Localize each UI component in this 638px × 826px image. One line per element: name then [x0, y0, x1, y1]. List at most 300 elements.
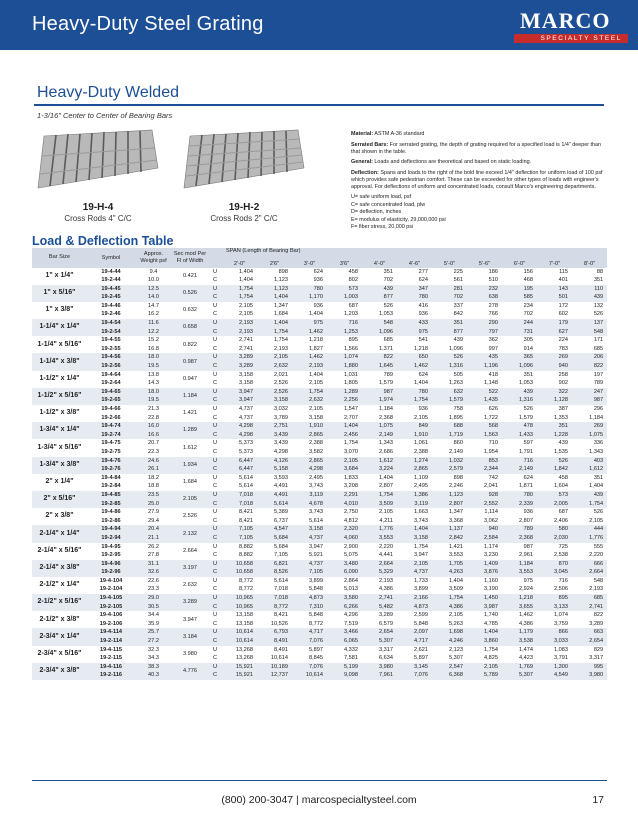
load-value-cell: 5,307	[449, 655, 463, 662]
load-value-cell: 1,910	[292, 422, 327, 431]
load-value-cell: 780	[397, 293, 432, 302]
load-value-cell: 2,495	[309, 474, 323, 481]
load-value-cell: 13,158	[235, 612, 253, 619]
table-row	[32, 560, 607, 569]
table-row	[32, 336, 607, 345]
load-value-cell: 115	[559, 268, 568, 275]
load-value-cell: 5,614	[274, 577, 288, 584]
load-value-cell: 1,791	[519, 448, 533, 455]
specification-notes	[351, 131, 606, 232]
load-value-cell: 2,538	[554, 552, 568, 559]
table-row	[32, 439, 607, 448]
table-row	[32, 396, 607, 405]
load-value-cell: 1,754	[222, 293, 257, 302]
load-value-cell: 2,552	[467, 500, 502, 509]
table-row	[32, 525, 607, 534]
load-value-cell: 898	[278, 268, 288, 275]
bar-size-cell: 1-1/4" x 3/8"	[32, 353, 87, 370]
bar-size-cell: 1-1/4" x 5/16"	[37, 340, 82, 348]
load-value-cell: 416	[418, 302, 428, 309]
load-value-cell: 197	[593, 371, 604, 378]
grating-label-19-h-4: 19-H-4	[82, 202, 114, 213]
serrated-note-label: Serrated Bars:	[351, 141, 389, 148]
load-value-cell: 1,754	[292, 388, 327, 397]
load-value-cell: 2,741	[362, 594, 397, 603]
legend-line: D= deflection, inches	[351, 209, 402, 216]
load-value-cell: 638	[467, 293, 502, 302]
load-value-cell: 2,741	[572, 603, 607, 612]
load-value-cell: 870	[537, 560, 572, 569]
load-value-cell: 8,421	[274, 612, 288, 619]
load-value-cell: 936	[418, 406, 428, 412]
weight-cell: 23.5	[135, 491, 172, 500]
load-value-cell: 7,018	[222, 491, 257, 500]
load-value-cell: 4,549	[537, 671, 572, 680]
weight-cell: 16.6	[135, 431, 172, 440]
section-modulus-cell: 0.987	[172, 353, 208, 370]
weight-cell: 35.9	[148, 620, 159, 627]
span-header: 4'-0"	[362, 261, 397, 268]
bar-size-cell: 2-1/4" x 1/4"	[32, 525, 87, 542]
symbol-cell: 19-2-114	[87, 637, 135, 646]
load-value-cell: 6,447	[222, 465, 257, 474]
load-value-cell: 2,339	[502, 500, 537, 509]
legend-line: F= fiber stress, 20,000 psi	[351, 224, 414, 231]
section-modulus-cell: 0.658	[172, 319, 208, 336]
load-value-cell: 7,076	[292, 637, 327, 646]
table-row	[32, 414, 607, 423]
symbol-cell: 19-4-64	[101, 371, 121, 378]
table-row	[32, 611, 607, 620]
load-value-cell: 1,409	[467, 560, 502, 569]
load-value-cell: 2,220	[379, 543, 393, 550]
load-value-cell: 3,466	[327, 628, 362, 637]
load-value-cell: 936	[523, 509, 533, 516]
load-value-cell: 1,827	[309, 345, 323, 352]
load-value-cell: 940	[467, 525, 502, 534]
load-type-cell: U	[212, 474, 218, 481]
load-value-cell: 1,833	[344, 474, 358, 481]
load-value-cell: 2,807	[379, 483, 393, 490]
load-type-cell: U	[208, 353, 222, 362]
load-value-cell: 401	[558, 277, 568, 284]
symbol-cell: 19-4-104	[99, 577, 123, 584]
table-row	[32, 543, 607, 552]
load-value-cell: 1,612	[572, 465, 607, 474]
load-value-cell: 3,789	[274, 414, 288, 421]
load-value-cell: 2,246	[449, 483, 463, 490]
load-value-cell: 2,149	[449, 448, 463, 455]
load-value-cell: 2,388	[414, 448, 428, 455]
load-value-cell: 4,298	[222, 431, 257, 440]
load-value-cell: 1,404	[467, 628, 502, 637]
table-row	[32, 405, 607, 414]
weight-cell: 29.4	[148, 517, 159, 524]
load-value-cell: 1,061	[414, 440, 428, 447]
load-value-cell: 5,848	[414, 620, 428, 627]
symbol-cell: 19-2-105	[87, 603, 135, 612]
load-value-cell: 3,743	[309, 483, 323, 490]
load-value-cell: 439	[502, 388, 537, 397]
load-value-cell: 1,871	[519, 483, 533, 490]
section-modulus-cell: 1.421	[183, 410, 197, 417]
load-value-cell: 5,389	[274, 509, 288, 516]
load-value-cell: 573	[537, 491, 572, 500]
load-value-cell: 687	[558, 509, 568, 516]
legend-line: U= safe uniform load, psf	[351, 194, 412, 201]
load-value-cell: 802	[348, 277, 358, 284]
load-value-cell: 780	[292, 285, 327, 294]
load-value-cell: 1,404	[257, 293, 292, 302]
symbol-cell: 19-4-54	[87, 319, 135, 328]
header-section-modulus: Sec mod Per Fl of Width	[172, 248, 208, 268]
load-value-cell: 2,105	[449, 612, 463, 619]
load-value-cell: 296	[593, 406, 604, 412]
load-value-cell: 2,865	[292, 457, 327, 466]
section-modulus-cell: 2.632	[183, 582, 197, 589]
deflection-note-text: Spans and loads to the right of the bold line exceed 1/4" deflection for uniform load of 100 psf which provides safe pedestrian comfort. These can be exceeded for other types of loads with engineer's approval. For deflections of uniform and concentrated loads, consult Marco's engineering departments.	[351, 169, 603, 190]
legend-line: E= modulus of elasticity, 29,000,000 psi	[351, 216, 446, 223]
load-value-cell: 898	[453, 474, 463, 481]
load-value-cell: 3,032	[274, 406, 288, 412]
load-value-cell: 2,388	[309, 440, 323, 447]
marco-logo	[514, 7, 628, 45]
load-value-cell: 1,160	[484, 577, 498, 584]
load-value-cell: 2,021	[274, 371, 288, 378]
table-row	[32, 276, 607, 285]
symbol-cell: 19-2-94	[87, 534, 135, 543]
load-value-cell: 10,614	[222, 628, 257, 637]
load-type-cell: U	[212, 440, 218, 447]
serrated-note-text: For serrated grating, the depth of grating required for a specified load is 1/4" deeper than that shown in the table.	[351, 141, 602, 155]
load-type-cell: U	[212, 543, 218, 550]
load-value-cell: 789	[593, 380, 604, 387]
load-value-cell: 3,289	[589, 620, 604, 627]
load-value-cell: 1,719	[432, 431, 467, 440]
load-value-cell: 3,439	[257, 431, 292, 440]
load-value-cell: 4,298	[292, 465, 327, 474]
load-type-cell: U	[212, 612, 218, 619]
load-value-cell: 2,864	[344, 577, 358, 584]
load-value-cell: 8,526	[257, 568, 292, 577]
load-value-cell: 3,133	[537, 603, 572, 612]
symbol-cell: 19-2-75	[101, 448, 121, 455]
load-value-cell: 997	[488, 345, 498, 352]
load-value-cell: 4,873	[292, 594, 327, 603]
load-value-cell: 2,547	[432, 663, 467, 672]
load-value-cell: 8,845	[309, 655, 323, 662]
symbol-cell: 19-4-85	[87, 491, 135, 500]
load-value-cell: 10,658	[222, 560, 257, 569]
load-type-cell: C	[208, 603, 222, 612]
load-type-cell: U	[208, 594, 222, 603]
load-value-cell: 5,921	[309, 552, 323, 559]
weight-cell: 40.3	[135, 671, 172, 680]
section-modulus-cell: 3.980	[183, 650, 197, 657]
load-value-cell: 780	[502, 491, 537, 500]
load-value-cell: 3,289	[379, 612, 393, 619]
load-value-cell: 439	[362, 285, 397, 294]
load-type-cell: U	[212, 371, 218, 378]
load-value-cell: 548	[593, 577, 604, 584]
load-value-cell: 444	[572, 525, 607, 534]
span-header: 3'6"	[327, 261, 362, 268]
load-value-cell: 1,421	[449, 543, 463, 550]
table-row	[32, 285, 607, 294]
section-modulus-cell: 2.664	[183, 547, 197, 554]
weight-cell: 30.5	[135, 603, 172, 612]
load-value-cell: 2,750	[344, 509, 358, 516]
grating-image-19-h-4	[34, 128, 162, 194]
load-value-cell: 3,033	[537, 637, 572, 646]
load-value-cell: 5,307	[362, 637, 397, 646]
bar-size-cell: 1-3/4" x 1/4"	[32, 422, 87, 439]
load-value-cell: 2,105	[239, 311, 253, 318]
load-value-cell: 2,664	[572, 568, 607, 577]
load-value-cell: 2,030	[537, 534, 572, 543]
material-note-text: ASTM A-36 standard	[373, 131, 425, 137]
symbol-cell: 19-2-115	[99, 655, 123, 662]
load-type-cell: U	[208, 491, 222, 500]
load-value-cell: 7,105	[292, 568, 327, 577]
load-value-cell: 4,737	[292, 534, 327, 543]
load-value-cell: 1,474	[519, 646, 533, 653]
load-value-cell: 5,307	[502, 671, 537, 680]
table-row	[32, 500, 607, 509]
section-modulus-cell: 3.197	[172, 560, 208, 577]
load-type-cell: U	[212, 406, 218, 412]
load-value-cell: 15,921	[222, 663, 257, 672]
weight-cell: 22.8	[148, 414, 159, 421]
load-type-cell: C	[208, 362, 222, 371]
load-value-cell: 3,538	[502, 637, 537, 646]
load-value-cell: 8,421	[239, 509, 253, 516]
load-value-cell: 225	[453, 268, 463, 275]
load-deflection-table	[32, 248, 607, 680]
load-value-cell: 3,947	[222, 388, 257, 397]
symbol-cell: 19-2-96	[87, 568, 135, 577]
load-value-cell: 7,310	[292, 603, 327, 612]
load-value-cell: 1,880	[327, 362, 362, 371]
load-value-cell: 742	[488, 474, 498, 481]
load-value-cell: 663	[572, 628, 607, 637]
load-value-cell: 1,184	[589, 414, 604, 421]
load-value-cell: 3,119	[292, 491, 327, 500]
load-value-cell: 650	[397, 353, 432, 362]
load-value-cell: 987	[362, 388, 397, 397]
load-value-cell: 418	[488, 371, 498, 378]
load-value-cell: 1,404	[309, 311, 323, 318]
symbol-cell: 19-2-64	[101, 380, 121, 387]
load-value-cell: 3,509	[362, 500, 397, 509]
load-value-cell: 1,031	[344, 371, 358, 378]
load-value-cell: 5,075	[344, 552, 358, 559]
load-value-cell: 2,105	[379, 509, 393, 516]
load-value-cell: 2,105	[327, 457, 362, 466]
load-value-cell: 224	[558, 337, 568, 344]
load-value-cell: 1,218	[309, 337, 323, 344]
load-value-cell: 624	[523, 474, 533, 481]
load-value-cell: 731	[502, 328, 537, 337]
bar-size-cell: 2-1/4" x 3/8"	[32, 560, 87, 577]
symbol-cell: 19-4-106	[99, 612, 123, 619]
load-type-cell: C	[208, 396, 222, 405]
load-value-cell: 278	[488, 302, 498, 309]
symbol-cell: 19-2-95	[101, 552, 121, 559]
load-value-cell: 4,785	[484, 620, 498, 627]
symbol-cell: 19-2-46	[101, 311, 121, 318]
load-type-cell: C	[208, 568, 222, 577]
load-value-cell: 2,632	[257, 362, 292, 371]
load-value-cell: 3,070	[344, 448, 358, 455]
load-value-cell: 351	[593, 474, 604, 481]
load-type-cell: C	[212, 655, 218, 662]
load-value-cell: 5,614	[309, 517, 323, 524]
section-modulus-cell: 0.947	[183, 375, 197, 382]
load-value-cell: 975	[292, 319, 327, 328]
table-row	[32, 491, 607, 500]
load-value-cell: 3,158	[397, 534, 432, 543]
load-value-cell: 3,145	[397, 663, 432, 672]
load-value-cell: 244	[502, 319, 537, 328]
load-value-cell: 822	[593, 612, 604, 619]
load-value-cell: 1,300	[537, 663, 572, 672]
table-row	[32, 577, 607, 586]
load-value-cell: 2,599	[414, 612, 428, 619]
table-row	[32, 671, 607, 680]
load-value-cell: 716	[502, 457, 537, 466]
section-modulus-cell: 2.105	[172, 491, 208, 508]
load-value-cell: 5,263	[449, 620, 463, 627]
load-value-cell: 3,980	[572, 671, 607, 680]
load-value-cell: 758	[453, 406, 463, 412]
load-value-cell: 1,074	[327, 353, 362, 362]
load-value-cell: 1,604	[554, 483, 568, 490]
load-value-cell: 88	[596, 268, 604, 275]
table-row	[32, 637, 607, 646]
load-value-cell: 710	[488, 440, 498, 447]
weight-cell: 25.0	[135, 500, 172, 509]
load-type-cell: U	[208, 319, 222, 328]
load-value-cell: 1,754	[414, 543, 428, 550]
load-value-cell: 1,096	[502, 362, 537, 371]
load-value-cell: 5,684	[257, 534, 292, 543]
load-value-cell: 585	[502, 293, 537, 302]
load-value-cell: 1,579	[519, 414, 533, 421]
weight-cell: 15.2	[148, 337, 159, 344]
symbol-cell: 19-2-85	[87, 500, 135, 509]
table-row	[32, 568, 607, 577]
load-value-cell: 7,076	[397, 671, 432, 680]
load-value-cell: 1,776	[362, 525, 397, 534]
load-value-cell: 3,980	[362, 663, 397, 672]
weight-cell: 21.1	[135, 534, 172, 543]
load-value-cell: 3,899	[309, 577, 323, 584]
table-row	[32, 646, 607, 655]
section-modulus-cell: 0.421	[183, 272, 197, 279]
header-bar	[0, 0, 638, 50]
load-value-cell: 526	[593, 311, 604, 318]
general-note-text: Loads and deflections are theoretical and based on static loading.	[372, 159, 532, 166]
table-row	[32, 628, 607, 637]
span-header: 3'-0"	[292, 261, 327, 268]
load-value-cell: 10,965	[222, 594, 257, 603]
load-value-cell: 3,553	[362, 534, 397, 543]
load-value-cell: 2,193	[589, 586, 604, 593]
header-bar-size: Bar Size	[32, 248, 87, 268]
load-value-cell: 362	[488, 337, 498, 344]
load-type-cell: C	[208, 465, 222, 474]
symbol-cell: 19-4-46	[101, 302, 121, 309]
load-value-cell: 1,083	[554, 646, 568, 653]
symbol-cell: 19-4-116	[87, 663, 135, 672]
weight-cell: 26.2	[148, 543, 159, 550]
weight-cell: 29.0	[135, 594, 172, 603]
load-value-cell: 3,230	[484, 552, 498, 559]
load-value-cell: 1,895	[449, 414, 463, 421]
load-value-cell: 1,347	[274, 302, 288, 309]
abbreviation-legend	[351, 194, 606, 232]
load-value-cell: 1,316	[502, 396, 537, 405]
load-type-cell: C	[212, 380, 218, 387]
symbol-cell: 19-2-56	[87, 362, 135, 371]
load-value-cell: 2,149	[362, 431, 397, 440]
load-value-cell: 269	[537, 353, 572, 362]
load-value-cell: 387	[558, 406, 568, 412]
load-value-cell: 13,268	[235, 655, 253, 662]
weight-cell: 27.9	[148, 509, 159, 516]
load-value-cell: 8,882	[239, 552, 253, 559]
load-value-cell: 6,065	[327, 637, 362, 646]
load-value-cell: 3,190	[484, 586, 498, 593]
load-value-cell: 666	[572, 560, 607, 569]
load-value-cell: 895	[537, 594, 572, 603]
material-note	[351, 131, 606, 138]
bar-size-cell: 2" x 5/16"	[32, 491, 87, 508]
bar-size-cell: 1-1/4" x 1/4"	[32, 319, 87, 336]
symbol-cell: 19-2-86	[101, 517, 121, 524]
load-value-cell: 1,754	[362, 491, 397, 500]
load-value-cell: 2,193	[292, 362, 327, 371]
load-value-cell: 526	[593, 509, 604, 516]
load-type-cell: U	[208, 663, 222, 672]
load-value-cell: 822	[362, 353, 397, 362]
table-row	[32, 594, 607, 603]
load-value-cell: 2,842	[432, 534, 467, 543]
load-type-cell: U	[212, 302, 218, 309]
load-value-cell: 2,105	[397, 560, 432, 569]
load-value-cell: 2,506	[554, 586, 568, 593]
load-value-cell: 4,825	[484, 655, 498, 662]
load-value-cell: 548	[362, 319, 397, 328]
load-value-cell: 3,289	[222, 362, 257, 371]
load-value-cell: 526	[523, 406, 533, 412]
load-value-cell: 789	[383, 371, 393, 378]
load-value-cell: 4,386	[519, 620, 533, 627]
header-span: SPAN (Length of Bearing Bar)	[222, 248, 607, 255]
load-value-cell: 305	[523, 337, 533, 344]
load-value-cell: 860	[453, 440, 463, 447]
load-value-cell: 2,166	[397, 594, 432, 603]
load-value-cell: 501	[537, 293, 572, 302]
load-value-cell: 4,717	[397, 637, 432, 646]
load-value-cell: 4,060	[327, 534, 362, 543]
load-value-cell: 8,772	[239, 586, 253, 593]
grating-image-19-h-2	[180, 128, 308, 194]
table-row	[32, 474, 607, 483]
load-value-cell: 1,579	[379, 380, 393, 387]
load-value-cell: 1,754	[397, 396, 432, 405]
